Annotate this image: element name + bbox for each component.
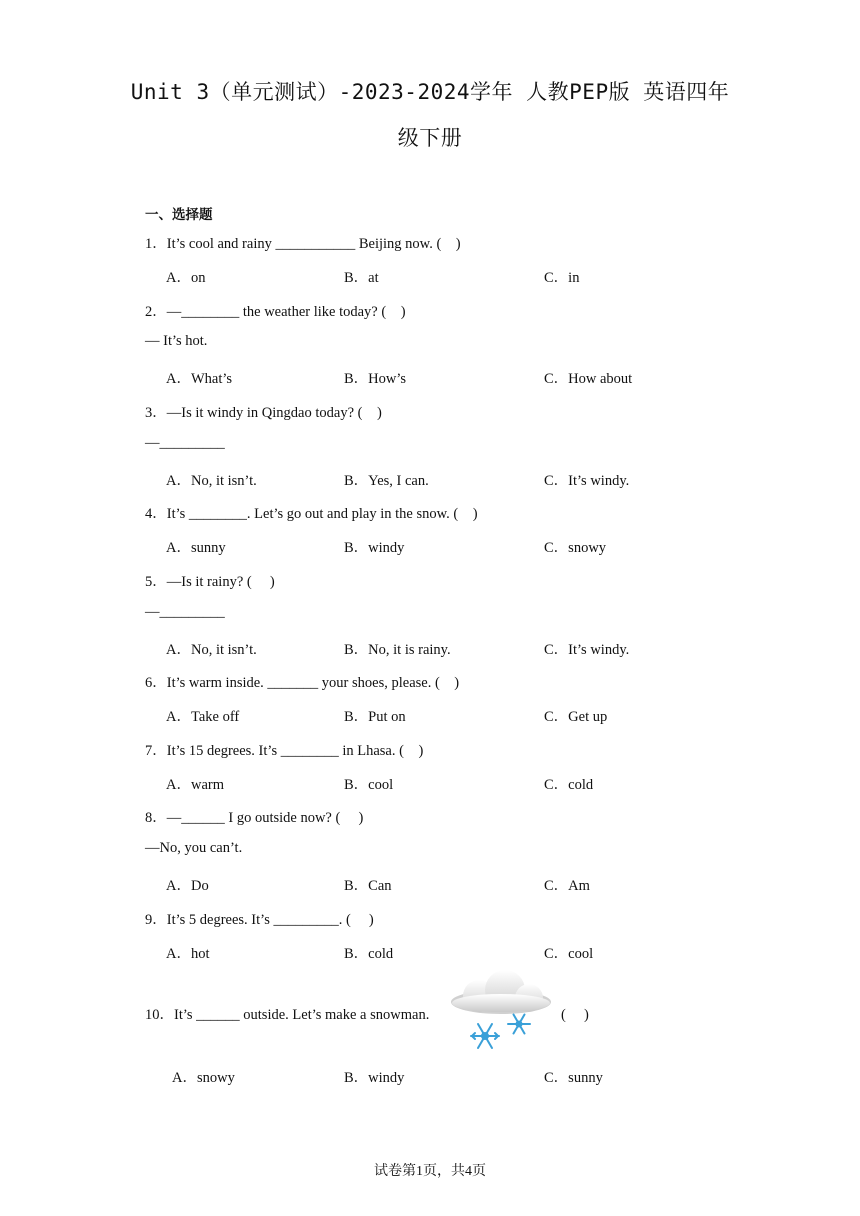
question-4-option-b: B．windy bbox=[344, 540, 405, 556]
question-2-option-c: C．How about bbox=[544, 371, 633, 387]
question-9-stem: 9．It’s 5 degrees. It’s _________. ( ) bbox=[145, 912, 374, 928]
question-8-stem: 8．—______ I go outside now? ( ) bbox=[145, 810, 364, 826]
question-3-option-b: B．Yes, I can. bbox=[344, 473, 429, 489]
question-3-option-c: C．It’s windy. bbox=[544, 473, 630, 489]
question-7-option-b: B．cool bbox=[344, 777, 394, 793]
question-10-stem: 10．It’s ______ outside. Let’s make a snowman. bbox=[145, 1007, 430, 1023]
question-7-stem: 7．It’s 15 degrees. It’s ________ in Lhasa. ( ) bbox=[145, 743, 424, 759]
question-7-option-c: C．cold bbox=[544, 777, 594, 793]
question-9-option-a: A．hot bbox=[166, 946, 210, 962]
snowflake-icon-small bbox=[508, 1015, 530, 1034]
question-5-option-a: A．No, it isn’t. bbox=[166, 642, 257, 658]
section-heading: 一、选择题 bbox=[145, 207, 213, 223]
snowflake-icon bbox=[471, 1024, 499, 1048]
question-7-option-a: A．warm bbox=[166, 777, 224, 793]
question-1-option-c: C．in bbox=[544, 270, 580, 286]
question-1-option-a: A．on bbox=[166, 270, 206, 286]
question-10-answer-bracket: ( ) bbox=[561, 1007, 589, 1023]
title-line-2: 级下册 bbox=[397, 126, 463, 150]
question-3-answer-line: —_________ bbox=[145, 435, 225, 451]
question-8-option-c: C．Am bbox=[544, 878, 590, 894]
question-10-option-a: A．snowy bbox=[172, 1070, 235, 1086]
cloud-shape bbox=[451, 970, 551, 1014]
question-6-stem: 6．It’s warm inside. _______ your shoes, please. ( ) bbox=[145, 675, 460, 691]
question-4-stem: 4．It’s ________. Let’s go out and play in the snow. ( ) bbox=[145, 506, 478, 522]
question-10-option-c: C．sunny bbox=[544, 1070, 603, 1086]
question-3-stem: 3．—Is it windy in Qingdao today? ( ) bbox=[145, 405, 382, 421]
question-1-stem: 1．It’s cool and rainy ___________ Beijing now. ( ) bbox=[145, 236, 461, 252]
title-line-1: Unit 3（单元测试）-2023-2024学年 人教PEP版 英语四年 bbox=[130, 80, 730, 104]
question-2-stem: 2．—________ the weather like today? ( ) bbox=[145, 304, 406, 320]
question-5-option-b: B．No, it is rainy. bbox=[344, 642, 451, 658]
question-5-answer-line: —_________ bbox=[145, 604, 225, 620]
snow-cloud-icon bbox=[449, 970, 553, 1054]
question-1-option-b: B．at bbox=[344, 270, 379, 286]
question-4-option-c: C．snowy bbox=[544, 540, 607, 556]
page-footer: 试卷第1页，共4页 bbox=[374, 1164, 486, 1179]
question-2-answer-line: — It’s hot. bbox=[145, 333, 208, 349]
question-4-option-a: A．sunny bbox=[166, 540, 226, 556]
question-6-option-c: C．Get up bbox=[544, 709, 608, 725]
question-8-answer-line: —No, you can’t. bbox=[145, 840, 243, 856]
question-9-option-c: C．cool bbox=[544, 946, 594, 962]
question-6-option-b: B．Put on bbox=[344, 709, 406, 725]
question-5-stem: 5．—Is it rainy? ( ) bbox=[145, 574, 275, 590]
question-9-option-b: B．cold bbox=[344, 946, 394, 962]
question-8-option-a: A．Do bbox=[166, 878, 209, 894]
question-2-option-b: B．How’s bbox=[344, 371, 407, 387]
question-3-option-a: A．No, it isn’t. bbox=[166, 473, 257, 489]
question-10-option-b: B．windy bbox=[344, 1070, 405, 1086]
question-5-option-c: C．It’s windy. bbox=[544, 642, 630, 658]
question-8-option-b: B．Can bbox=[344, 878, 392, 894]
question-6-option-a: A．Take off bbox=[166, 709, 240, 725]
question-2-option-a: A．What’s bbox=[166, 371, 233, 387]
